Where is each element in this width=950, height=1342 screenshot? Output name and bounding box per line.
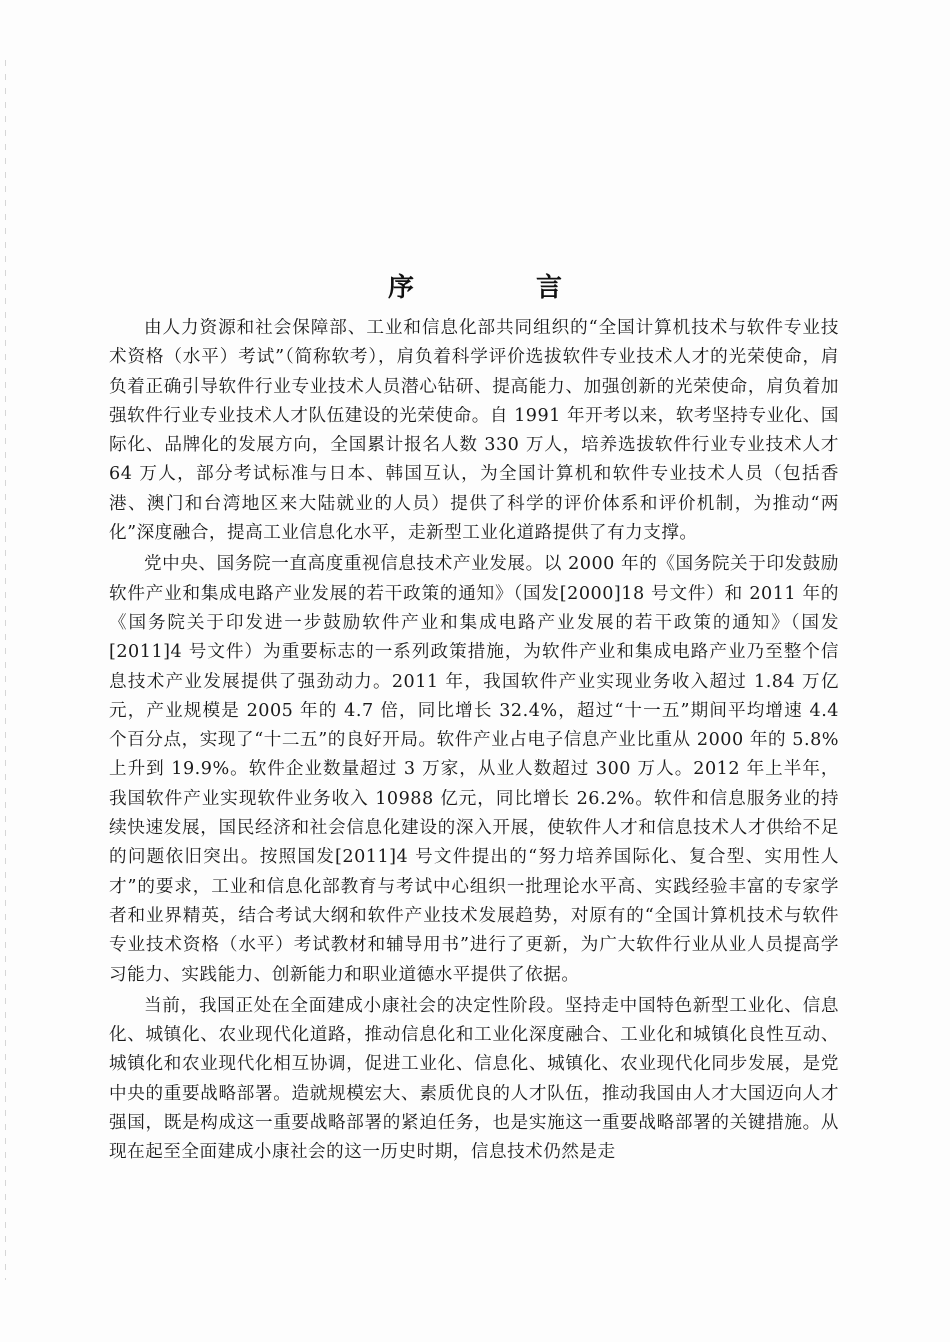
page-title: 序 言 — [387, 273, 610, 304]
paragraph-2: 党中央、国务院一直高度重视信息技术产业发展。以 2000 年的《国务院关于印发鼓励软件产业和集成电路产业发展的若干政策的通知》（国发[2000]18 号文件）和 2011 年的《国务院关于印发进一步鼓励软件产业和集成电路产业发展的若干政策的通知》（国发[2011]4 号文件）为重要标志的一系列政策措施，为软件产业和集成电路产业乃至整个信息技术产业发展提供了强劲动力。2011 年，我国软件产业实现业务收入超过 1.84 万亿元，产业规模是 2005 年的 4.7 倍，同比增长 32.4%，超过“十一五”期间平均增速 4.4 个百分点，实现了“十二五”的良好开局。软件产业占电子信息产业比重从 2000 年的 5.8% 上升到 19.9%。软件企业数量超过 3 万家，从业人数超过 300 万人。2012 年上半年，我国软件产业实现软件业务收入 10988 亿元，同比增长 26.2%。软件和信息服务业的持续快速发展，国民经济和社会信息化建设的深入开展，使软件人才和信息技术人才供给不足的问题依旧突出。按照国发[2011]4 号文件提出的“努力培养国际化、复合型、实用性人才”的要求，工业和信息化部教育与考试中心组织一批理论水平高、实践经验丰富的专家学者和业界精英，结合考试大纲和软件产业技术发展趋势，对原有的“全国计算机技术与软件专业技术资格（水平）考试教材和辅导用书”进行了更新，为广大软件行业从业人员提高学习能力、实践能力、创新能力和职业道德水平提供了依据。 — [109, 554, 839, 985]
body-text — [109, 314, 839, 1170]
scan-binding-edge — [5, 60, 6, 1280]
paragraph-3: 当前，我国正处在全面建成小康社会的决定性阶段。坚持走中国特色新型工业化、信息化、城镇化、农业现代化道路，推动信息化和工业化深度融合、工业化和城镇化良性互动、城镇化和农业现代化相互协调，促进工业化、信息化、城镇化、农业现代化同步发展，是党中央的重要战略部署。造就规模宏大、素质优良的人才队伍，推动我国由人才大国迈向人才强国，既是构成这一重要战略部署的紧迫任务，也是实施这一重要战略部署的关键措施。从现在起至全面建成小康社会的这一历史时期，信息技术仍然是走 — [109, 995, 839, 1163]
paragraph-1: 由人力资源和社会保障部、工业和信息化部共同组织的“全国计算机技术与软件专业技术资格（水平）考试”（简称软考），肩负着科学评价选拔软件专业技术人才的光荣使命，肩负着正确引导软件行业专业技术人员潜心钻研、提高能力、加强创新的光荣使命，肩负着加强软件行业专业技术人才队伍建设的光荣使命。自 1991 年开考以来，软考坚持专业化、国际化、品牌化的发展方向，全国累计报名人数 330 万人，培养选拔软件行业专业技术人才 64 万人，部分考试标准与日本、韩国互认，为全国计算机和软件专业技术人员（包括香港、澳门和台湾地区来大陆就业的人员）提供了科学的评价体系和评价机制，为推动“两化”深度融合，提高工业信息化水平，走新型工业化道路提供了有力支撑。 — [109, 318, 839, 544]
